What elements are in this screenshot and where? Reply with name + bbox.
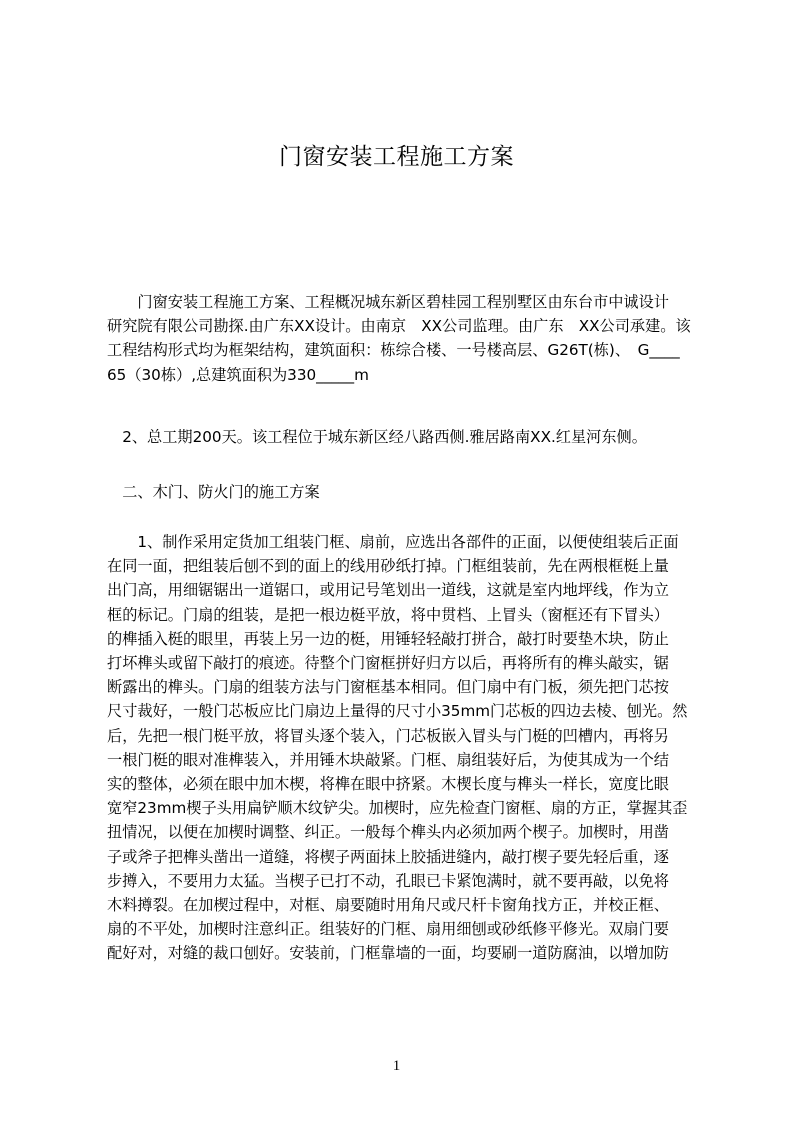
text-line: 扇的不平处，加楔时注意纠正。组装好的门框、扇用细刨或砂纸修平修光。双扇门要 [107, 920, 669, 939]
text-line: 框的标记。门扇的组装，是把一根边梃平放，将中贯档、上冒头（窗框还有下冒头） [107, 605, 669, 624]
document-title: 门窗安装工程施工方案 [279, 144, 514, 170]
text-line: 木料撙裂。在加楔过程中，对框、扇要随时用角尺或尺杆卡窗角找方正，并校正框、 [107, 896, 669, 915]
page-number: 1 [392, 1058, 401, 1074]
text-line: 后，先把一根门梃平放，将冒头逐个装入，门芯板嵌入冒头与门梃的凹槽内，再将另 [107, 726, 669, 745]
text-line: 尺寸裁好，一般门芯板应比门扇边上量得的尺寸小35mm门芯板的四边去棱、刨光。然 [107, 702, 688, 721]
text-line: 打坏榫头或留下敲打的痕迹。待整个门窗框拼好归方以后，再将所有的榫头敲实，锯 [107, 654, 669, 673]
text-line: 一根门梃的眼对准榫装入，并用锤木块敲紧。门框、扇组装好后，为使其成为一个结 [107, 750, 669, 769]
text-line: 配好对，对缝的裁口刨好。安装前，门框靠墙的一面，均要刷一道防腐油，以增加防 [107, 944, 669, 963]
text-line: 断露出的榫头。门扇的组装方法与门窗框基本相同。但门扇中有门板，须先把门芯按 [107, 678, 669, 697]
section-heading: 二、木门、防火门的施工方案 [107, 483, 320, 501]
paragraph-fabrication [107, 530, 705, 966]
text-line: 研究院有限公司勘探.由广东XX设计。由南京 XX公司监理。由广东 XX公司承建。该 [107, 317, 691, 336]
text-line: 子或斧子把榫头凿出一道缝，将楔子两面抹上胶插进缝内，敲打楔子要先轻后重，逐 [107, 847, 669, 866]
text-line: 扭情况，以便在加楔时调整、纠正。一般每个榫头内必须加两个楔子。加楔时，用凿 [107, 823, 669, 842]
paragraph-schedule: 2、总工期200天。该工程位于城东新区经八路西侧.雅居路南XX.红星河东侧。 [107, 428, 647, 446]
text-line: 步撙入，不要用力太猛。当楔子已打不动，孔眼已卡紧饱满时，就不要再敲，以免将 [107, 871, 669, 890]
text-line: 实的整体，必须在眼中加木楔，将榫在眼中挤紧。木楔长度与榫头一样长，宽度比眼 [107, 775, 669, 794]
text-line: 出门高，用细锯锯出一道锯口，或用记号笔划出一道线，这就是室内地坪线，作为立 [107, 581, 669, 600]
text-line: 1、制作采用定货加工组装门框、扇前，应选出各部件的正面，以便使组装后正面 [107, 533, 679, 551]
text-line: 在同一面，把组装后刨不到的面上的线用砂纸打掉。门框组装前，先在两根框梃上量 [107, 557, 669, 576]
text-line: 工程结构形式均为框架结构，建筑面积：栋综合楼、一号楼高层、G26T(栋)、 G____ [107, 341, 680, 360]
text-line: 门窗安装工程施工方案、工程概况城东新区碧桂园工程别墅区由东台市中诚设计 [107, 293, 669, 311]
text-line: 65（30栋）,总建筑面积为330_____m [107, 365, 369, 384]
text-line: 宽窄23mm楔子头用扁铲顺木纹铲尖。加楔时，应先检查门窗框、扇的方正，掌握其歪 [107, 799, 688, 818]
paragraph-project-overview [107, 290, 705, 387]
text-line: 的榫插入梃的眼里，再装上另一边的梃，用锤轻轻敲打拼合，敲打时要垫木块，防止 [107, 629, 669, 648]
